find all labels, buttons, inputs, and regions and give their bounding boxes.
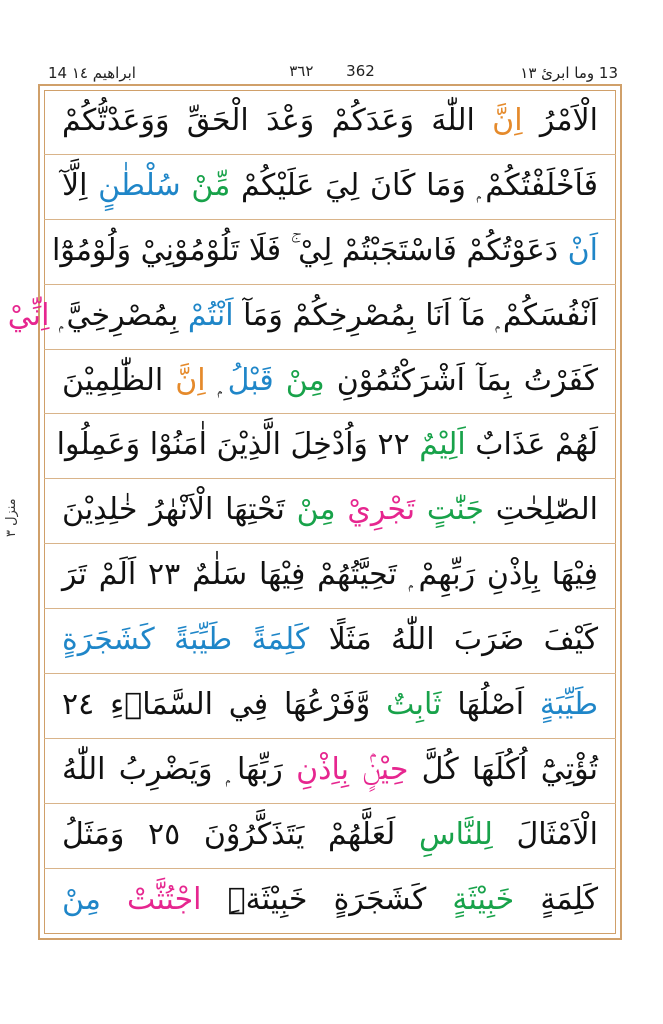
verse-line bbox=[44, 90, 616, 155]
verse-line bbox=[44, 674, 616, 739]
page-number-urdu: ٣٦٢ bbox=[289, 62, 314, 80]
verse-segment: اجْتُثَّتْ bbox=[127, 881, 202, 917]
verse-line bbox=[44, 804, 616, 869]
verse-segment: الصّٰلِحٰتِ bbox=[495, 492, 598, 528]
verse-segment: طَيِّبَةٍ bbox=[539, 687, 598, 723]
page-header bbox=[38, 62, 626, 84]
verse-line bbox=[44, 155, 616, 220]
verse-segment: سُلْطٰنٍ bbox=[98, 167, 181, 203]
verse-segment: اِنَّ bbox=[492, 103, 523, 138]
verse-segment: اِلَّآ bbox=[62, 167, 88, 203]
verse-segment: مِنْ bbox=[62, 881, 101, 917]
verse-line bbox=[44, 479, 616, 544]
verse-segment: مِنْ bbox=[296, 492, 336, 528]
verse-segment: تَجْرِيْ bbox=[347, 492, 416, 528]
verse-segment: اَلِيْمٌ bbox=[419, 427, 466, 463]
verse-segment: فِيْهَا بِاِذْنِ رَبِّهِمْ ۭ تَحِيَّتُهُمْ فِيْهَا سَلٰمٌ ٢٣ اَلَمْ تَرَ bbox=[62, 557, 598, 593]
verse-segment: اَصْلُهَا bbox=[457, 687, 525, 723]
verse-line bbox=[44, 609, 616, 674]
verse-segment: اَنْفُسَكُمْ ۭ مَآ اَنَا بِمُصْرِخِكُمْ وَمَآ bbox=[243, 297, 598, 333]
verse-segment: اَنْتُمْ bbox=[187, 297, 234, 333]
verse-segment: اِنِّيْ bbox=[7, 297, 50, 333]
verse-segment: رَبِّهَا ۭ وَيَضْرِبُ اللّٰهُ bbox=[62, 751, 283, 787]
verse-segment: بِمُصْرِخِيَّ ۭ bbox=[59, 297, 179, 333]
verse-segment: اللّٰهَ وَعَدَكُمْ وَعْدَ الْحَقِّ وَوَعَدْتُّكُمْ bbox=[62, 103, 475, 138]
verse-segment: ٢٢ bbox=[377, 427, 410, 463]
verse-segment: الْاَمْرُ bbox=[539, 103, 598, 138]
verse-segment: ثَابِتٌ bbox=[386, 687, 442, 723]
verse-segment: الْاَمْثَالَ bbox=[516, 816, 598, 852]
verse-line bbox=[44, 739, 616, 804]
verse-line bbox=[44, 869, 616, 934]
page-number: 362 bbox=[346, 62, 375, 80]
verse-line bbox=[44, 220, 616, 285]
verse-segment: وَّفَرْعُهَا فِي السَّمَاۗءِ ٢٤ bbox=[62, 687, 371, 723]
verse-segment: تُؤْتِيْٓ اُكُلَهَا كُلَّ bbox=[421, 751, 598, 787]
verse-segment: كَيْفَ ضَرَبَ اللّٰهُ مَثَلًا bbox=[328, 622, 598, 658]
verse-segment: لِلنَّاسِ bbox=[418, 816, 493, 852]
verse-segment: وَاُدْخِلَ الَّذِيْنَ اٰمَنُوْا وَعَمِلُوا bbox=[56, 427, 368, 463]
verse-segment: خَبِيْثَةٍ bbox=[452, 881, 515, 917]
verse-segment: فَاَخْلَفْتُكُمْ ۭ وَمَا كَانَ لِيَ عَلَيْكُمْ bbox=[241, 167, 598, 203]
manzil-marker: منزل ٣ bbox=[4, 498, 19, 538]
verse-segment: مِّنْ bbox=[191, 167, 231, 203]
verse-line bbox=[44, 350, 616, 415]
verse-segment: تَحْتِهَا الْاَنْهٰرُ خٰلِدِيْنَ bbox=[62, 492, 285, 528]
verse-segment: اَنْ bbox=[567, 232, 598, 268]
verse-segment: لَهُمْ عَذَابٌ bbox=[475, 427, 598, 463]
verse-segment: كَلِمَةٍ bbox=[540, 881, 598, 917]
verse-segment: مِنْ bbox=[285, 362, 325, 398]
juz-header-right: 13 وما ابرئ ١٣ bbox=[520, 64, 618, 82]
verse-line bbox=[7, 285, 616, 350]
verse-segment: اِنَّ bbox=[175, 362, 206, 398]
verse-segment: لَعَلَّهُمْ يَتَذَكَّرُوْنَ ٢٥ وَمَثَلُ bbox=[62, 816, 396, 852]
verse-segment: الظّٰلِمِيْنَ bbox=[62, 362, 164, 398]
verse-line bbox=[44, 414, 616, 479]
verse-segment: كَلِمَةً طَيِّبَةً كَشَجَرَةٍ bbox=[62, 622, 310, 658]
surah-header-left: 14 ابراهيم ١٤ bbox=[48, 64, 136, 82]
verse-segment: دَعَوْتُكُمْ فَاسْتَجَبْتُمْ لِيْ ۚ فَلَا تَلُوْمُوْنِيْ وَلُوْمُوْٓا bbox=[52, 232, 559, 268]
verse-segment: كَفَرْتُ بِمَآ اَشْرَكْتُمُوْنِ bbox=[336, 362, 599, 398]
verse-segment: جَنّٰتٍ bbox=[426, 492, 484, 528]
verse-segment: كَشَجَرَةٍ خَبِيْثَةِۨ bbox=[227, 881, 427, 917]
verse-segment: قَبْلُ bbox=[227, 362, 274, 398]
verse-line bbox=[44, 544, 616, 609]
verse-segment: حِيْنٍۢ بِاِذْنِ bbox=[296, 751, 409, 787]
